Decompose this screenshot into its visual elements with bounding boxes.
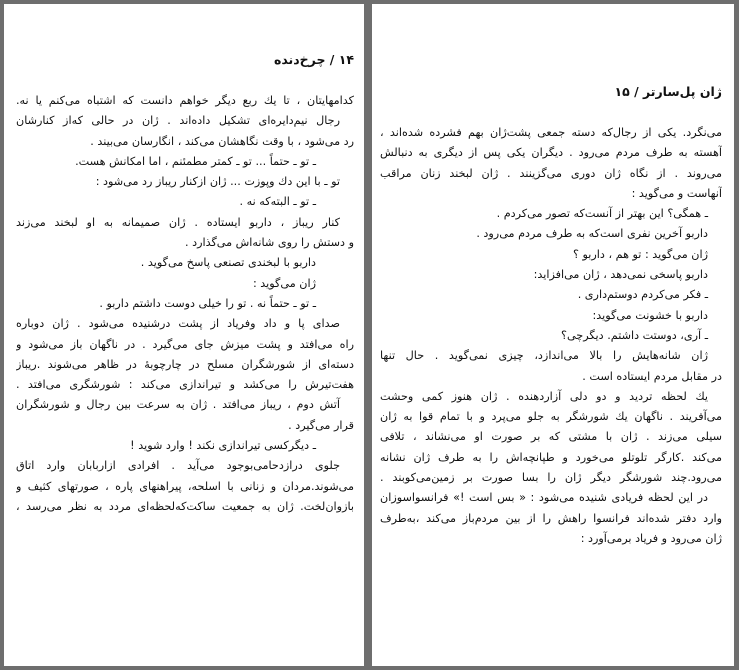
- text-line: می‌نگرد. یکی از رجال‌که دسته جمعی پشت‌ژان بهم فشرده شده‌اند ،: [380, 126, 722, 139]
- text-line: داربو با خشونت می‌گوید:: [592, 308, 708, 322]
- text-line: داربو پاسخی نمی‌دهد ، ژان می‌افزاید:: [533, 268, 708, 282]
- text-line: در این لحظه فریادی شنیده می‌شود : « بس است !» فرانسواسوزان: [380, 491, 708, 505]
- text-line: جلوی درازدحامی‌بوجود می‌آید . افرادی ازاربابان وارد اتاق: [16, 459, 340, 473]
- left-page-text: [16, 91, 354, 517]
- text-line: ـ تو ـ حتماً ... تو ـ کمتر مطمئنم ، اما امکانش هست.: [75, 154, 316, 168]
- text-line: رد می‌شود ، با وقت نگاهشان می‌کند ، انگارسان می‌بیند .: [90, 134, 354, 148]
- text-line: ژان می‌رود و فریاد برمی‌آورد :: [580, 531, 722, 545]
- text-line: ـ تو ـ حتماً نه . تو را خیلی دوست داشتم داربو .: [99, 296, 316, 310]
- text-line: کدامهایتان ، تا یك ربع دیگر خواهم دانست که اشتباه می‌کنم یا نه.: [16, 94, 354, 107]
- text-line: می‌آفریند . ناگهان یك شورشگر به جلو می‌پرد و با تمام قوا به ژان: [380, 410, 722, 424]
- text-line: دسته‌ای از شورشگران مسلح در چارچوبهٔ در ظاهر می‌شوند .ریباز: [16, 357, 354, 371]
- text-line: آتش دوم ، ریباز می‌افتد . ژان به سرعت بین رجال و شورشگران: [16, 398, 340, 412]
- text-line: هفت‌تیرش را می‌کشد و تیراندازی می‌کند : شورشگری می‌افتد .: [16, 378, 354, 392]
- text-line: آنهاست و می‌گوید :: [631, 186, 722, 200]
- left-page-header: ۱۴ / چرخ‌دنده: [273, 52, 354, 67]
- text-line: رجال نیم‌دایره‌ای تشکیل داده‌اند . ژان در حالی که‌از کنارشان: [16, 114, 340, 128]
- text-line: تو ـ با این دك وپوزت ... ژان ازکنار ریباز رد می‌شود :: [95, 175, 340, 189]
- text-line: آهسته به طرف مردم می‌رود . دیگران یکی پس از دیگری به دنبالش: [380, 146, 722, 160]
- text-line: سیلی می‌زند . ژان با مشتی که بر صورت او می‌نشاند ، تلافی: [380, 430, 722, 444]
- right-page-header: ژان پل‌سارتر / ۱۵: [614, 84, 722, 99]
- text-line: ژان می‌گوید : تو هم ، داربو ؟: [573, 247, 708, 261]
- right-page: [372, 4, 734, 666]
- text-line: قرار می‌گیرد .: [288, 418, 354, 432]
- text-line: صدای پا و داد وفریاد از پشت درشنیده می‌شود . ژان دوباره: [16, 317, 340, 331]
- text-line: ـ همگی؟ این بهتر از آنست‌که تصور می‌کردم .: [496, 207, 708, 221]
- text-line: می‌روند . از نگاه ژان دوری می‌گزینند . ژان لبخند زنان مراقب: [380, 166, 722, 180]
- text-line: ژان شانه‌هایش را بالا می‌اندازد، چیزی نمی‌گوید . حال تنها: [380, 349, 708, 363]
- text-line: داربو آخرین نفری است‌که به طرف مردم می‌رود .: [476, 227, 708, 241]
- text-line: و دستش را روی شانه‌اش می‌گذارد .: [184, 236, 354, 250]
- right-page-text: [380, 123, 722, 549]
- text-line: می‌شوند.مردان و زنانی با اسلحه، پیراهنهای پاره ، صورتهای کثیف و: [16, 479, 354, 493]
- text-line: ـ آری، دوستت داشتم. دیگرچی؟: [561, 328, 708, 342]
- text-line: ـ فکر می‌کردم دوستم‌داری .: [577, 288, 708, 302]
- text-line: داربو با لبخندی تصنعی پاسخ می‌گوید .: [140, 256, 316, 270]
- text-line: وارد دفتر شده‌اند فرانسوا راهش را از بین مردم‌باز می‌کند ،به‌طرف: [380, 511, 722, 525]
- text-line: بازوان‌لخت. ژان به جمعیت ساکت‌که‌لحظه‌ای مردد به نظر می‌رسد ،: [16, 499, 354, 513]
- text-line: ـ تو ـ البته‌که نه .: [239, 195, 316, 209]
- text-line: در مقابل مردم ایستاده است .: [582, 369, 722, 383]
- text-line: کنار ریباز ، داربو ایستاده . ژان صمیمانه به او لبخند می‌زند: [16, 215, 340, 229]
- left-page: [4, 4, 364, 666]
- text-line: ـ دیگرکسی تیراندازی نکند ! وارد شوید !: [130, 439, 316, 453]
- text-line: ژان می‌گوید :: [252, 276, 316, 290]
- text-line: راه می‌افتد و پشت میزش جای می‌گیرد . در ناگهان باز می‌شود و: [16, 337, 354, 351]
- text-line: می‌کند .کارگر تلوتلو می‌خورد و طپانچه‌اش را به طرف ژان نشانه: [380, 450, 722, 464]
- text-line: یك لحظه تردید و دو دلی آزاردهنده . ژان هنوز کمی وحشت: [380, 389, 708, 403]
- text-line: می‌رود.چند شورشگر دیگر ژان را بسا صورت بر زمین‌می‌کوبند .: [380, 471, 722, 485]
